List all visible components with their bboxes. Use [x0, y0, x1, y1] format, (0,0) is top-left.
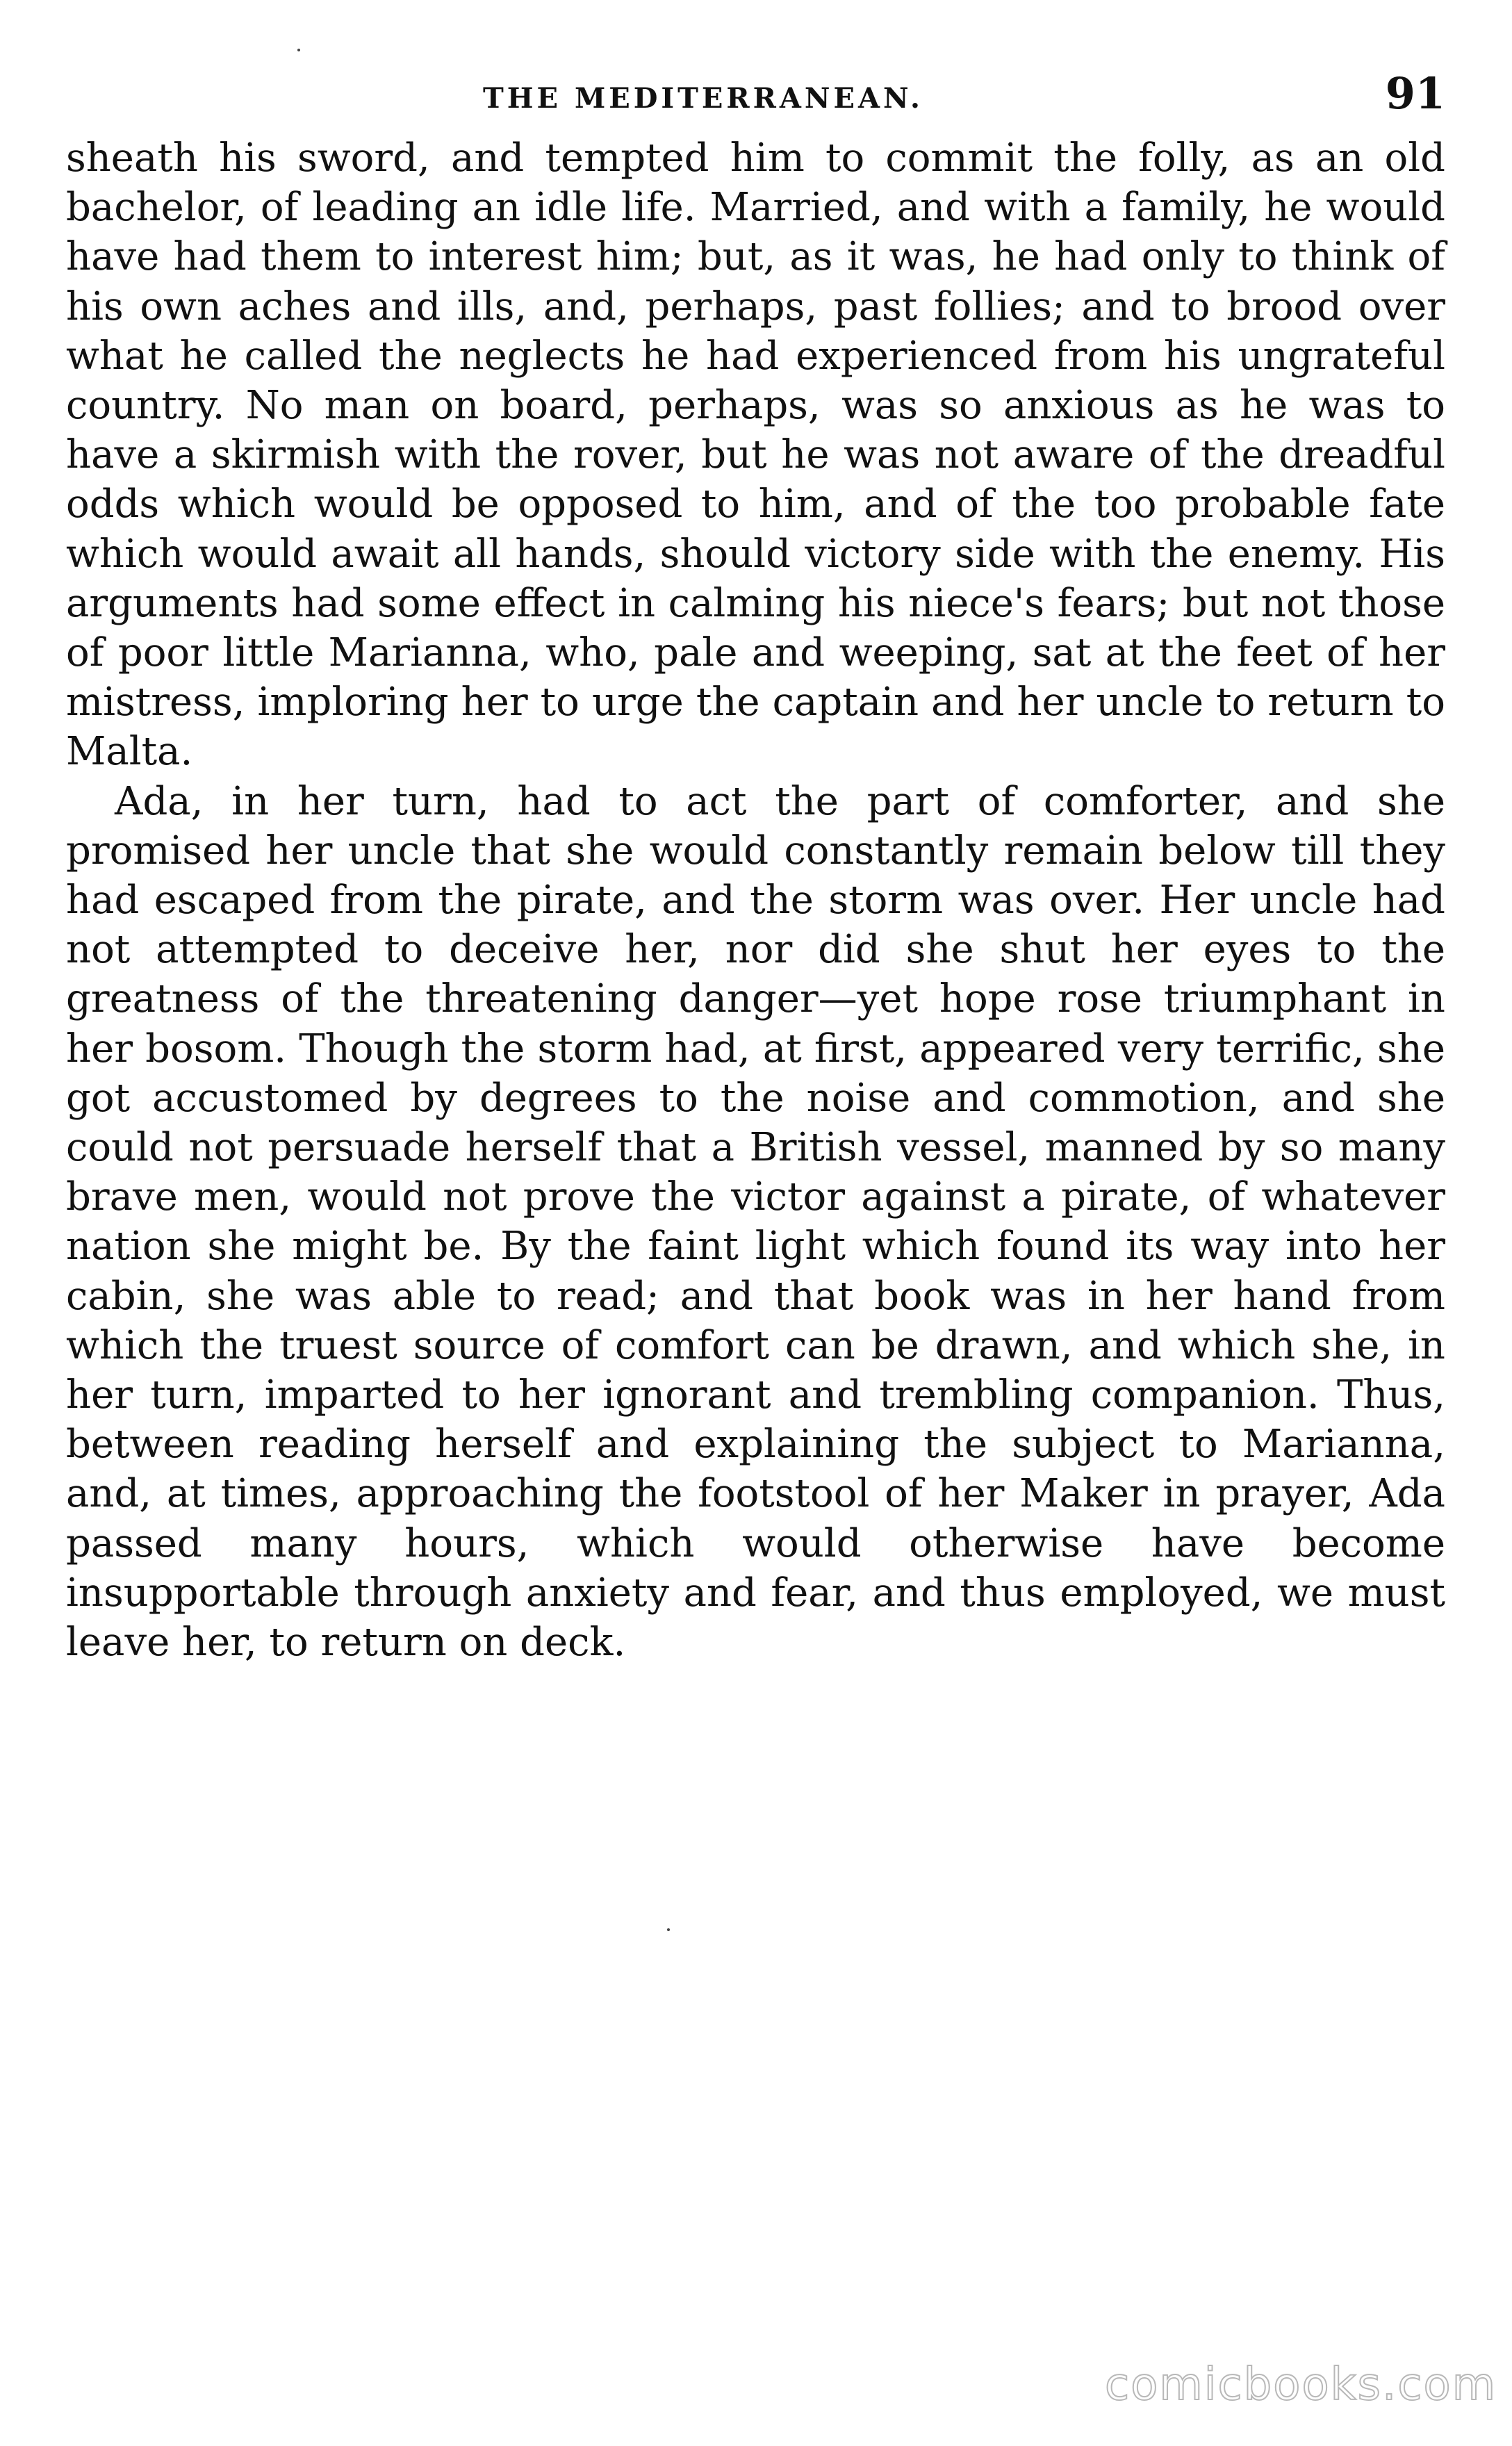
- paragraph-1: sheath his sword, and tempted him to commit the folly, as an old bachelor, of leading an idle life. Married, and with a family, he would have had them to interest him; but, as it was, he had only to think of his own aches and ills, and, perhaps, past follies; and to brood over what he called the neglects he had experienced from his ungrateful country. No man on board, perhaps, was so anxious as he was to have a skirmish with the rover, but he was not aware of the dreadful odds which would be opposed to him, and of the too probable fate which would await all hands, should victory side with the enemy. His arguments had some effect in calming his niece's fears; but not those of poor little Marianna, who, pale and weeping, sat at the feet of her mistress, imploring her to urge the captain and her uncle to return to Malta.: [66, 136, 1445, 775]
- page-number: 91: [1385, 68, 1445, 119]
- print-speck: [297, 49, 300, 51]
- print-speck: [667, 1928, 670, 1931]
- running-title: THE MEDITERRANEAN.: [483, 82, 923, 115]
- page-header: [66, 69, 1445, 118]
- paragraph-2: Ada, in her turn, had to act the part of comforter, and she promised her uncle that she would constantly remain below till they had escaped from the pirate, and the storm was over. Her uncle had not attempted to deceive her, nor did she shut her eyes to the greatness of the threatening danger—yet hope rose triumphant in her bosom. Though the storm had, at first, appeared very terrific, she got accustomed by degrees to the noise and commotion, and she could not persuade herself that a British vessel, manned by so many brave men, would not prove the victor against a pirate, of whatever nation she might be. By the faint light which found its way into her cabin, she was able to read; and that book was in her hand from which the truest source of comfort can be drawn, and which she, in her turn, imparted to her ignorant and trembling companion. Thus, between reading herself and explaining the subject to Marianna, and, at times, approaching the footstool of her Maker in prayer, Ada passed many hours, which would otherwise have become insupportable through anxiety and fear, and thus employed, we must leave her, to return on deck.: [66, 778, 1445, 1666]
- body-text: [66, 133, 1445, 1667]
- watermark: comicbooks.com: [1105, 2359, 1497, 2411]
